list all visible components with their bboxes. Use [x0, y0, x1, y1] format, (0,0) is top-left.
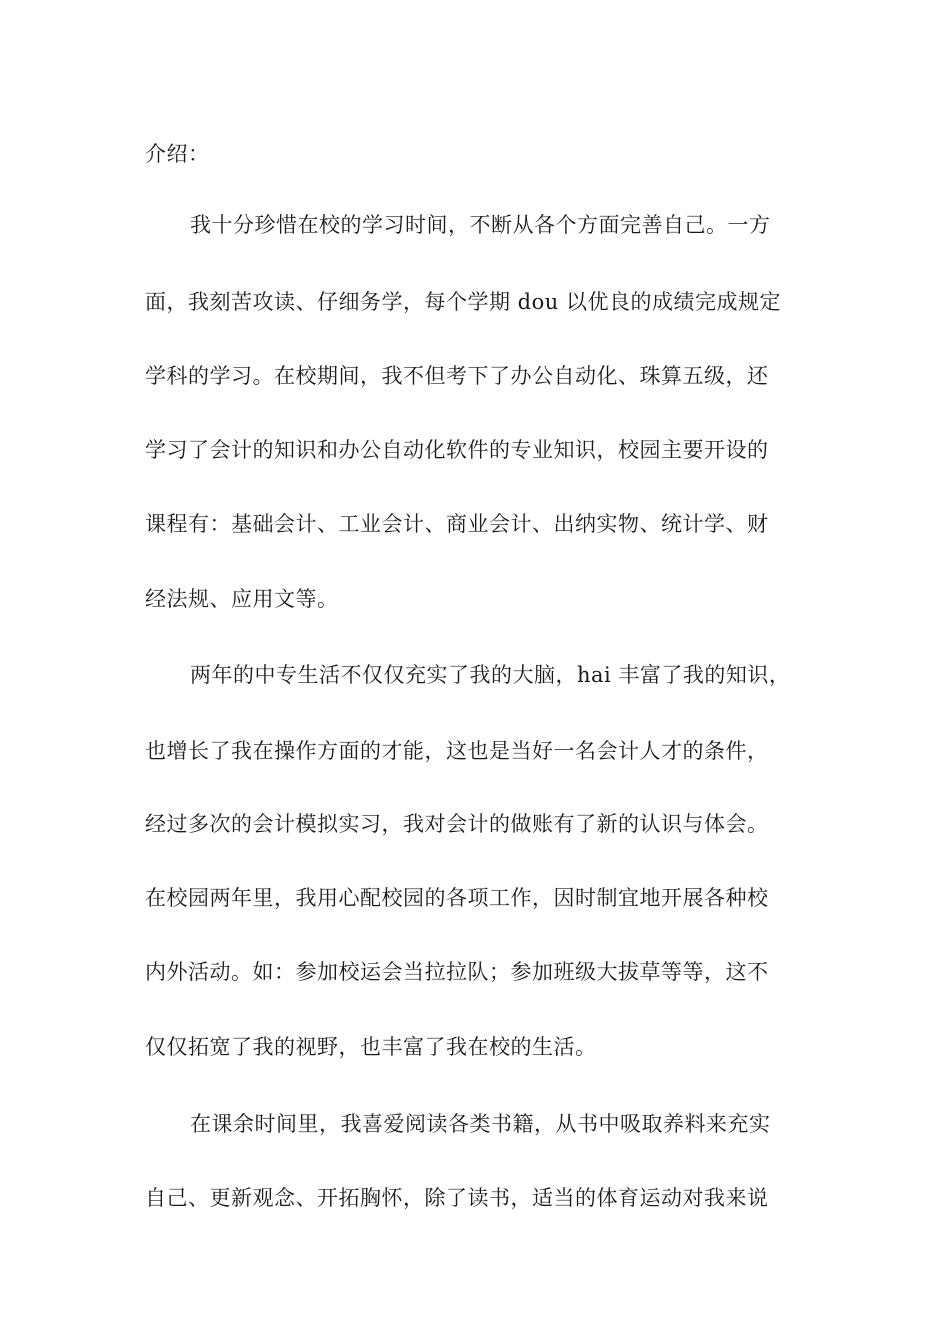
- text-line: 经过多次的会计模拟实习，我对会计的做账有了新的认识与体会。: [145, 812, 769, 836]
- paragraph-start-line: 我十分珍惜在校的学习时间，不断从各个方面完善自己。一方: [190, 213, 771, 237]
- text-line: 学科的学习。在校期间，我不但考下了办公自动化、珠算五级，还: [145, 364, 769, 388]
- text-line: 课程有：基础会计、工业会计、商业会计、出纳实物、统计学、财: [145, 512, 769, 536]
- text-line: 内外活动。如：参加校运会当拉拉队；参加班级大拔草等等，这不: [145, 960, 769, 984]
- paragraph-start-line: 在课余时间里，我喜爱阅读各类书籍，从书中吸取养料来充实: [190, 1112, 771, 1136]
- text-line: 在校园两年里，我用心配校园的各项工作，因时制宜地开展各种校: [145, 886, 769, 910]
- text-line: 学习了会计的知识和办公自动化软件的专业知识，校园主要开设的: [145, 438, 769, 462]
- text-line: 介绍：: [145, 142, 210, 166]
- text-line: 也增长了我在操作方面的才能，这也是当好一名会计人才的条件，: [145, 739, 769, 763]
- text-line: 自己、更新观念、开拓胸怀，除了读书，适当的体育运动对我来说: [145, 1186, 769, 1210]
- paragraph-start-line: 两年的中专生活不仅仅充实了我的大脑，hai 丰富了我的知识，: [190, 663, 791, 687]
- text-line: 面，我刻苦攻读、仔细务学，每个学期 dou 以优良的成绩完成规定: [145, 290, 781, 314]
- text-line: 经法规、应用文等。: [145, 587, 339, 611]
- text-line: 仅仅拓宽了我的视野，也丰富了我在校的生活。: [145, 1035, 597, 1059]
